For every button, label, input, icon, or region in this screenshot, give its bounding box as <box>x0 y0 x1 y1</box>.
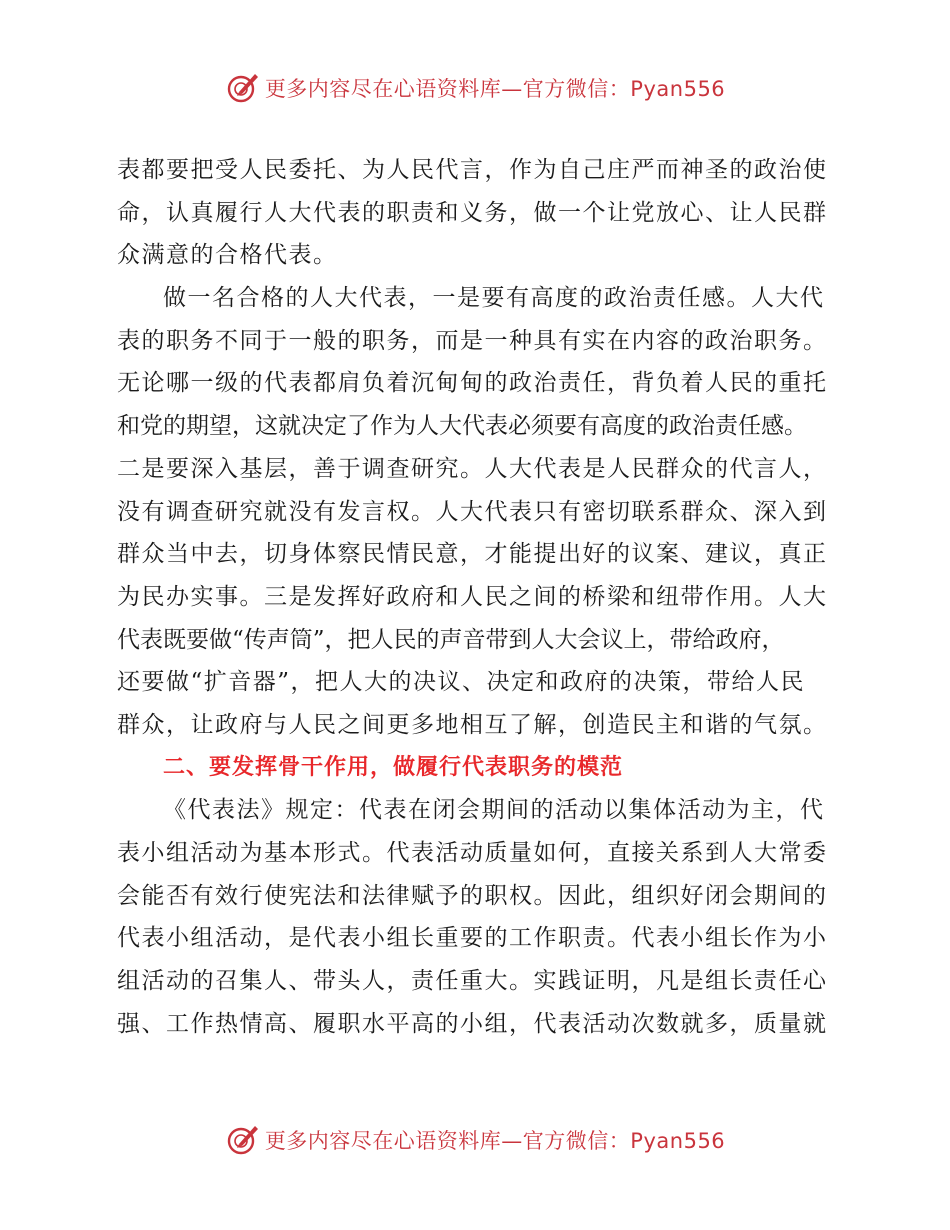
section-heading: 二、要发挥骨干作用，做履行代表职务的模范 <box>163 754 624 780</box>
text-line: 为民办实事。三是发挥好政府和人民之间的桥梁和纽带作用。人大 <box>117 583 828 610</box>
text-line: 群众，让政府与人民之间更多地相互了解，创造民主和谐的气氛。 <box>117 711 828 738</box>
watermark-text: 更多内容尽在心语资料库—官方微信：Pyan556 <box>264 1129 726 1153</box>
text-line: 组活动的召集人、带头人，责任重大。实践证明，凡是组长责任心 <box>117 968 828 995</box>
text-line: 代表既要做“传声筒”，把人民的声音带到人大会议上，带给政府， <box>117 626 785 653</box>
text-line: 二是要深入基层，善于调查研究。人大代表是人民群众的代言人， <box>117 455 828 482</box>
watermark-text: 更多内容尽在心语资料库—官方微信：Pyan556 <box>264 77 726 101</box>
text-line: 命，认真履行人大代表的职责和义务，做一个让党放心、让人民群 <box>117 199 828 226</box>
quill-logo-icon <box>225 1122 261 1158</box>
text-line: 和党的期望，这就决定了作为人大代表必须要有高度的政治责任感。 <box>117 413 807 440</box>
text-line: 表的职务不同于一般的职务，而是一种具有实在内容的政治职务。 <box>117 327 828 354</box>
footer-watermark <box>0 1122 950 1158</box>
text-line: 无论哪一级的代表都肩负着沉甸甸的政治责任，背负着人民的重托 <box>117 370 828 397</box>
text-line: 表都要把受人民委托、为人民代言，作为自己庄严而神圣的政治使 <box>117 157 828 183</box>
quill-logo-icon <box>225 70 261 106</box>
text-line: 没有调查研究就没有发言权。人大代表只有密切联系群众、深入到 <box>117 498 828 525</box>
paragraph-start-line: 《代表法》规定：代表在闭会期间的活动以集体活动为主，代 <box>163 797 825 824</box>
text-line: 还要做“扩音器”，把人大的决议、决定和政府的决策，带给人民 <box>117 669 806 696</box>
text-line: 表小组活动为基本形式。代表活动质量如何，直接关系到人大常委 <box>117 840 828 866</box>
paragraph-start-line: 做一名合格的人大代表，一是要有高度的政治责任感。人大代 <box>163 285 825 312</box>
text-line: 群众当中去，切身体察民情民意，才能提出好的议案、建议，真正 <box>117 541 828 568</box>
text-line: 强、工作热情高、履职水平高的小组，代表活动次数就多，质量就 <box>117 1010 828 1037</box>
text-line: 会能否有效行使宪法和法律赋予的职权。因此，组织好闭会期间的 <box>117 882 828 909</box>
text-line: 代表小组活动，是代表小组长重要的工作职责。代表小组长作为小 <box>117 925 828 952</box>
document-body <box>117 149 837 1045</box>
text-line: 众满意的合格代表。 <box>117 242 338 269</box>
header-watermark <box>0 70 950 106</box>
